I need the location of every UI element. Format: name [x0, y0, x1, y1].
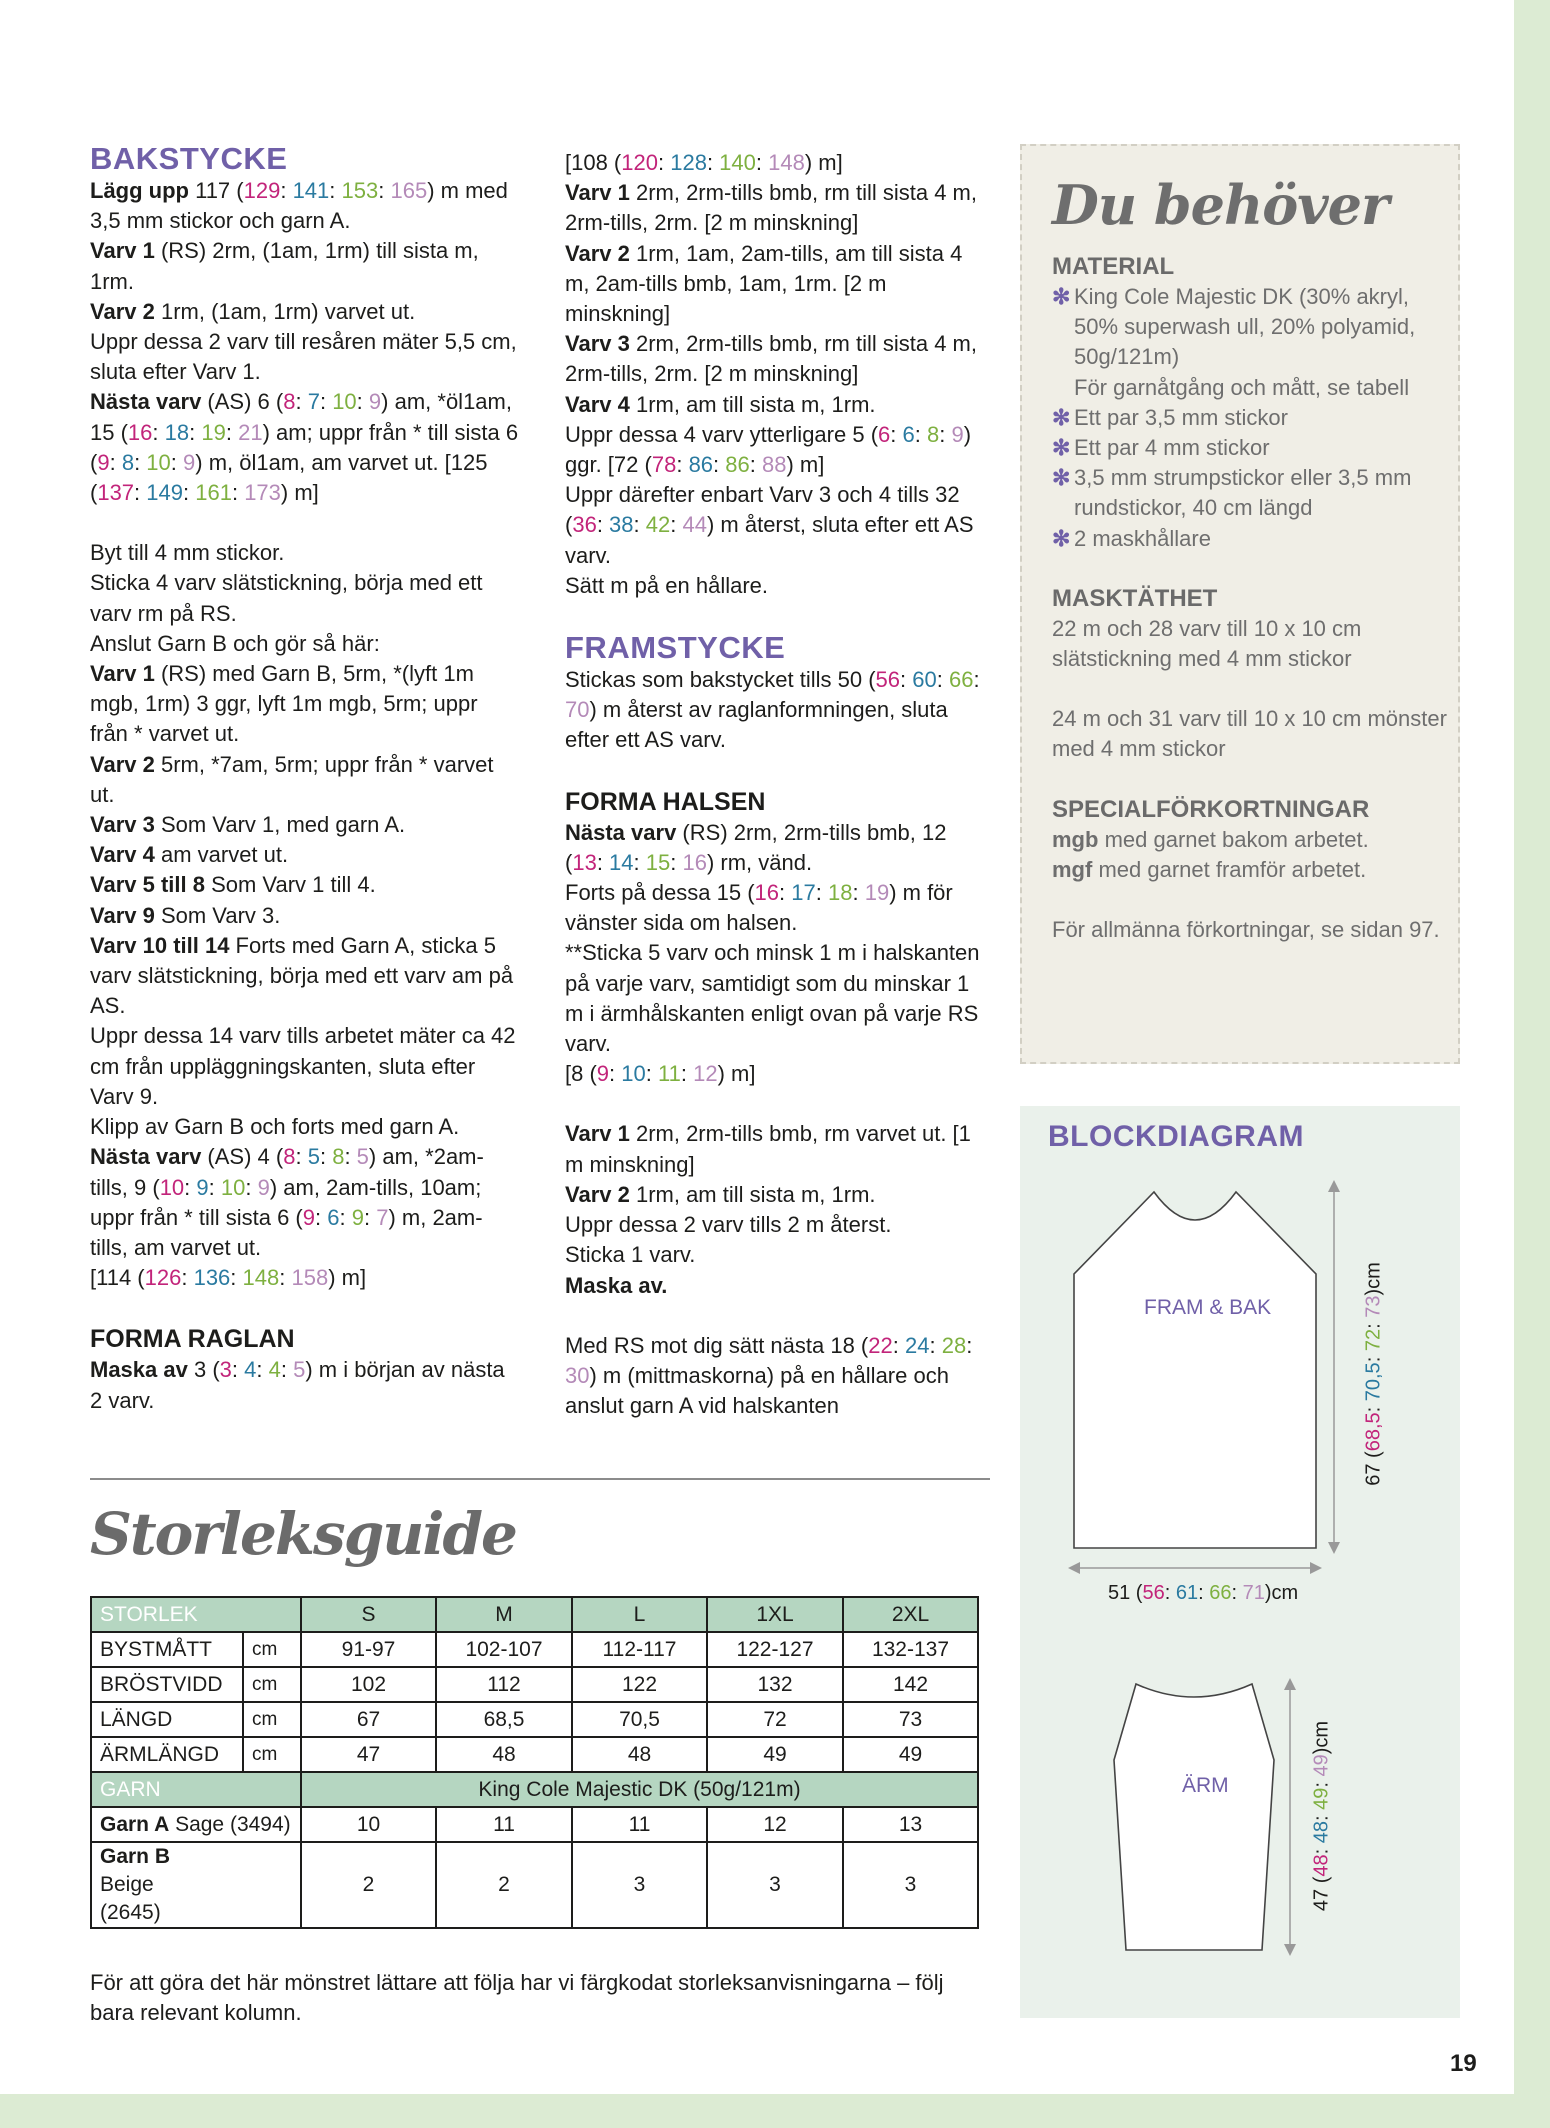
- color-code-note: För att göra det här mönstret lättare att följa har vi färgkodat storleksanvisningarna – följ bara relevant kolumn.: [90, 1970, 944, 2025]
- body-length-label: 67 (68,5: 70,5: 72: 73)cm: [1362, 1262, 1385, 1486]
- asterisk-icon: ✻: [1052, 404, 1071, 430]
- instruction: Nästa varv (AS) 6 (8: 7: 10: 9) am, *öl1am, 15 (16: 18: 19: 21) am; uppr från * till sista 6 (9: 8: 10: 9) m, öl1am, am varvet ut. [125 (137: 149: 161: 173) m]: [90, 389, 519, 506]
- table-header-cell: 2XL: [843, 1597, 978, 1632]
- abbreviation: mgb med garnet bakom arbetet.: [1052, 826, 1369, 852]
- instruction: Byt till 4 mm stickor.: [90, 540, 285, 566]
- instruction: Maska av.: [565, 1272, 668, 1298]
- row-label: GARN: [91, 1772, 301, 1807]
- table-cell: 3: [572, 1842, 707, 1928]
- materials-title: Du behöver: [1052, 173, 1389, 237]
- table-header-cell: M: [436, 1597, 572, 1632]
- column-bakstycke: [90, 142, 520, 1416]
- instruction: Varv 10 till 14 Forts med Garn A, sticka 5 varv slätstickning, börja med ett varv am på AS.: [90, 932, 514, 1019]
- heading-framstycke: FRAMSTYCKE: [565, 630, 786, 666]
- instruction: Varv 5 till 8 Som Varv 1 till 4.: [90, 872, 376, 898]
- table-cell: 2: [436, 1842, 572, 1928]
- table-row: [91, 1737, 978, 1772]
- row-label: Garn B Beige (2645): [91, 1842, 301, 1928]
- list-item: ✻ 3,5 mm strumpstickor eller 3,5 mm rundstickor, 40 cm längd: [1052, 465, 1412, 521]
- table-cell: 2: [301, 1842, 436, 1928]
- instruction: Varv 1 2rm, 2rm-tills bmb, rm till sista 4 m, 2rm-tills, 2rm. [2 m minskning]: [565, 180, 977, 236]
- table-cell: 49: [843, 1737, 978, 1772]
- instruction: Varv 2 5rm, *7am, 5rm; uppr från * varvet ut.: [90, 751, 494, 807]
- table-row: [91, 1807, 978, 1842]
- table-cell: 67: [301, 1702, 436, 1737]
- table-header-cell: 1XL: [707, 1597, 843, 1632]
- table-header-row: [91, 1597, 978, 1632]
- materials-box: [1020, 144, 1460, 1064]
- heading-forma-halsen: FORMA HALSEN: [565, 787, 766, 816]
- abbreviation: mgf med garnet framför arbetet.: [1052, 856, 1367, 882]
- size-table: [90, 1596, 979, 1929]
- sleeve-shape: [1114, 1684, 1274, 1950]
- instruction: Varv 2 1rm, 1am, 2am-tills, am till sista 4 m, 2am-tills bmb, 1am, 1rm. [2 m minskning]: [565, 240, 963, 327]
- row-label: LÄNGD: [91, 1702, 243, 1737]
- row-label: Garn A Sage (3494): [91, 1807, 301, 1842]
- instruction: Uppr dessa 2 varv tills 2 m återst.: [565, 1212, 892, 1238]
- table-cell: 73: [843, 1702, 978, 1737]
- table-cell: 48: [572, 1737, 707, 1772]
- instruction: Varv 1 (RS) med Garn B, 5rm, *(lyft 1m mgb, 1rm) 3 ggr, lyft 1m mgb, 5rm; uppr från * varvet ut.: [90, 661, 478, 747]
- abbreviations-heading: SPECIALFÖRKORTNINGAR: [1052, 795, 1370, 823]
- instruction: Nästa varv (RS) 2rm, 2rm-tills bmb, 12 (13: 14: 15: 16) rm, vänd.: [565, 819, 947, 875]
- instruction: Varv 9 Som Varv 3.: [90, 902, 281, 928]
- instruction: Varv 2 1rm, am till sista m, 1rm.: [565, 1181, 876, 1207]
- table-cell: 91-97: [301, 1632, 436, 1667]
- instruction: [108 (120: 128: 140: 148) m]: [565, 150, 843, 175]
- instruction: Lägg upp 117 (129: 141: 153: 165) m med 3,5 mm stickor och garn A.: [90, 178, 508, 234]
- instruction: Uppr därefter enbart Varv 3 och 4 tills 32 (36: 38: 42: 44) m återst, sluta efter ett AS varv.: [565, 482, 974, 568]
- table-cell: 47: [301, 1737, 436, 1772]
- diagram-title: BLOCKDIAGRAM: [1048, 1120, 1304, 1153]
- list-item: För garnåtgång och mått, se tabell: [1074, 374, 1410, 400]
- page-number: 19: [1450, 2050, 1477, 2077]
- instruction: Klipp av Garn B och forts med garn A.: [90, 1114, 460, 1140]
- body-shape: [1074, 1192, 1316, 1548]
- heading-bakstycke: BAKSTYCKE: [90, 141, 288, 176]
- list-item: ✻ 2 maskhållare: [1052, 524, 1458, 554]
- table-cell: 102: [301, 1667, 436, 1702]
- table-cell: 132: [707, 1667, 843, 1702]
- instruction: Maska av 3 (3: 4: 4: 5) m i början av nästa 2 varv.: [90, 1357, 505, 1413]
- diagram-shapes: [1020, 1106, 1460, 2018]
- table-row-garn: [91, 1772, 978, 1807]
- size-guide-title: Storleksguide: [90, 1500, 516, 1568]
- row-unit: cm: [243, 1667, 301, 1702]
- table-header-cell: STORLEK: [91, 1597, 301, 1632]
- table-cell: 72: [707, 1702, 843, 1737]
- row-label: BRÖSTVIDD: [91, 1667, 243, 1702]
- instruction: Uppr dessa 2 varv till resåren mäter 5,5 cm, sluta efter Varv 1.: [90, 329, 517, 385]
- row-label: ÄRMLÄNGD: [91, 1737, 243, 1772]
- table-cell: 132-137: [843, 1632, 978, 1667]
- table-cell: 3: [707, 1842, 843, 1928]
- asterisk-icon: ✻: [1052, 465, 1071, 491]
- table-row: [91, 1842, 978, 1928]
- instruction: Varv 4 1rm, am till sista m, 1rm.: [565, 391, 876, 417]
- instruction: Med RS mot dig sätt nästa 18 (22: 24: 28: 30) m (mittmaskorna) på en hållare och anslut garn A vid halskanten: [565, 1332, 973, 1419]
- list-item: ✻ Ett par 4 mm stickor: [1052, 433, 1458, 463]
- row-label: BYSTMÅTT: [91, 1632, 243, 1667]
- sleeve-label: ÄRM: [1182, 1774, 1229, 1797]
- general-abbreviations-note: För allmänna förkortningar, se sidan 97.: [1052, 917, 1440, 943]
- table-cell: 112: [436, 1667, 572, 1702]
- table-cell: 142: [843, 1667, 978, 1702]
- instruction: Varv 3 2rm, 2rm-tills bmb, rm till sista 4 m, 2rm-tills, 2rm. [2 m minskning]: [565, 331, 977, 387]
- instruction: Varv 4 am varvet ut.: [90, 842, 289, 868]
- row-unit: cm: [243, 1702, 301, 1737]
- table-cell: 112-117: [572, 1632, 707, 1667]
- gauge-heading: MASKTÄTHET: [1052, 584, 1218, 612]
- instruction: Forts på dessa 15 (16: 17: 18: 19) m för vänster sida om halsen.: [565, 880, 953, 936]
- list-item: ✻ Ett par 3,5 mm stickor: [1052, 403, 1458, 433]
- instruction: Sticka 4 varv slätstickning, börja med ett varv rm på RS.: [90, 570, 483, 626]
- instruction: Varv 1 2rm, 2rm-tills bmb, rm varvet ut. [1 m minskning]: [565, 1121, 971, 1177]
- material-heading: MATERIAL: [1052, 253, 1175, 280]
- instruction: Uppr dessa 14 varv tills arbetet mäter ca 42 cm från uppläggningskanten, sluta efter Varv 9.: [90, 1023, 516, 1109]
- sleeve-length-label: 47 (48: 48: 49: 49)cm: [1310, 1720, 1333, 1912]
- table-header-cell: L: [572, 1597, 707, 1632]
- table-cell: 13: [843, 1807, 978, 1842]
- table-cell: 48: [436, 1737, 572, 1772]
- table-cell: 11: [572, 1807, 707, 1842]
- row-unit: cm: [243, 1737, 301, 1772]
- table-cell: 49: [707, 1737, 843, 1772]
- table-cell: 122-127: [707, 1632, 843, 1667]
- table-row: [91, 1632, 978, 1667]
- asterisk-icon: ✻: [1052, 435, 1071, 461]
- column-framstycke: [565, 148, 990, 1421]
- block-diagram: [1020, 1106, 1460, 2018]
- table-cell: 68,5: [436, 1702, 572, 1737]
- instruction: Stickas som bakstycket tills 50 (56: 60: 66: 70) m återst av raglanformningen, sluta efter ett AS varv.: [565, 667, 980, 753]
- instruction: Varv 3 Som Varv 1, med garn A.: [90, 812, 406, 838]
- instruction: Varv 2 1rm, (1am, 1rm) varvet ut.: [90, 298, 416, 324]
- table-cell: 70,5: [572, 1702, 707, 1737]
- table-cell: 3: [843, 1842, 978, 1928]
- table-cell: 122: [572, 1667, 707, 1702]
- heading-forma-raglan: FORMA RAGLAN: [90, 1325, 295, 1354]
- table-row: [91, 1702, 978, 1737]
- instruction: Uppr dessa 4 varv ytterligare 5 (6: 6: 8: 9) ggr. [72 (78: 86: 86: 88) m]: [565, 421, 972, 478]
- instruction: Anslut Garn B och gör så här:: [90, 630, 380, 656]
- gauge-text: 24 m och 31 varv till 10 x 10 cm mönster med 4 mm stickor: [1052, 706, 1447, 762]
- table-cell: 12: [707, 1807, 843, 1842]
- row-unit: cm: [243, 1632, 301, 1667]
- instruction: Varv 1 (RS) 2rm, (1am, 1rm) till sista m, 1rm.: [90, 238, 479, 294]
- table-cell: 11: [436, 1807, 572, 1842]
- list-item: ✻ King Cole Majestic DK (30% akryl, 50% superwash ull, 20% polyamid, 50g/121m): [1052, 284, 1416, 370]
- gauge-text: 22 m och 28 varv till 10 x 10 cm slätstickning med 4 mm stickor: [1052, 615, 1362, 672]
- instruction: Sticka 1 varv.: [565, 1242, 696, 1268]
- instruction: [114 (126: 136: 148: 158) m]: [90, 1265, 367, 1291]
- divider: [90, 1478, 990, 1480]
- table-cell: 10: [301, 1807, 436, 1842]
- instruction: Nästa varv (AS) 4 (8: 5: 8: 5) am, *2am-tills, 9 (10: 9: 10: 9) am, 2am-tills, 10am; uppr från * till sista 6 (9: 6: 9: 7) m, 2am-tills, am varvet ut.: [90, 1144, 484, 1260]
- asterisk-icon: ✻: [1052, 284, 1071, 309]
- instruction: **Sticka 5 varv och minsk 1 m i halskanten på varje varv, samtidigt som du minskar 1 m i ärmhålskanten enligt ovan på varje RS varv.: [565, 940, 980, 1057]
- table-cell: King Cole Majestic DK (50g/121m): [301, 1772, 978, 1807]
- instruction: [8 (9: 10: 11: 12) m]: [565, 1061, 756, 1087]
- body-label: FRAM & BAK: [1144, 1296, 1272, 1319]
- asterisk-icon: ✻: [1052, 525, 1071, 551]
- table-header-cell: S: [301, 1597, 436, 1632]
- table-row: [91, 1667, 978, 1702]
- body-width-label: 51 (56: 61: 66: 71)cm: [1108, 1582, 1299, 1604]
- table-cell: 102-107: [436, 1632, 572, 1667]
- material-list: [1052, 282, 1458, 554]
- instruction: Sätt m på en hållare.: [565, 572, 769, 598]
